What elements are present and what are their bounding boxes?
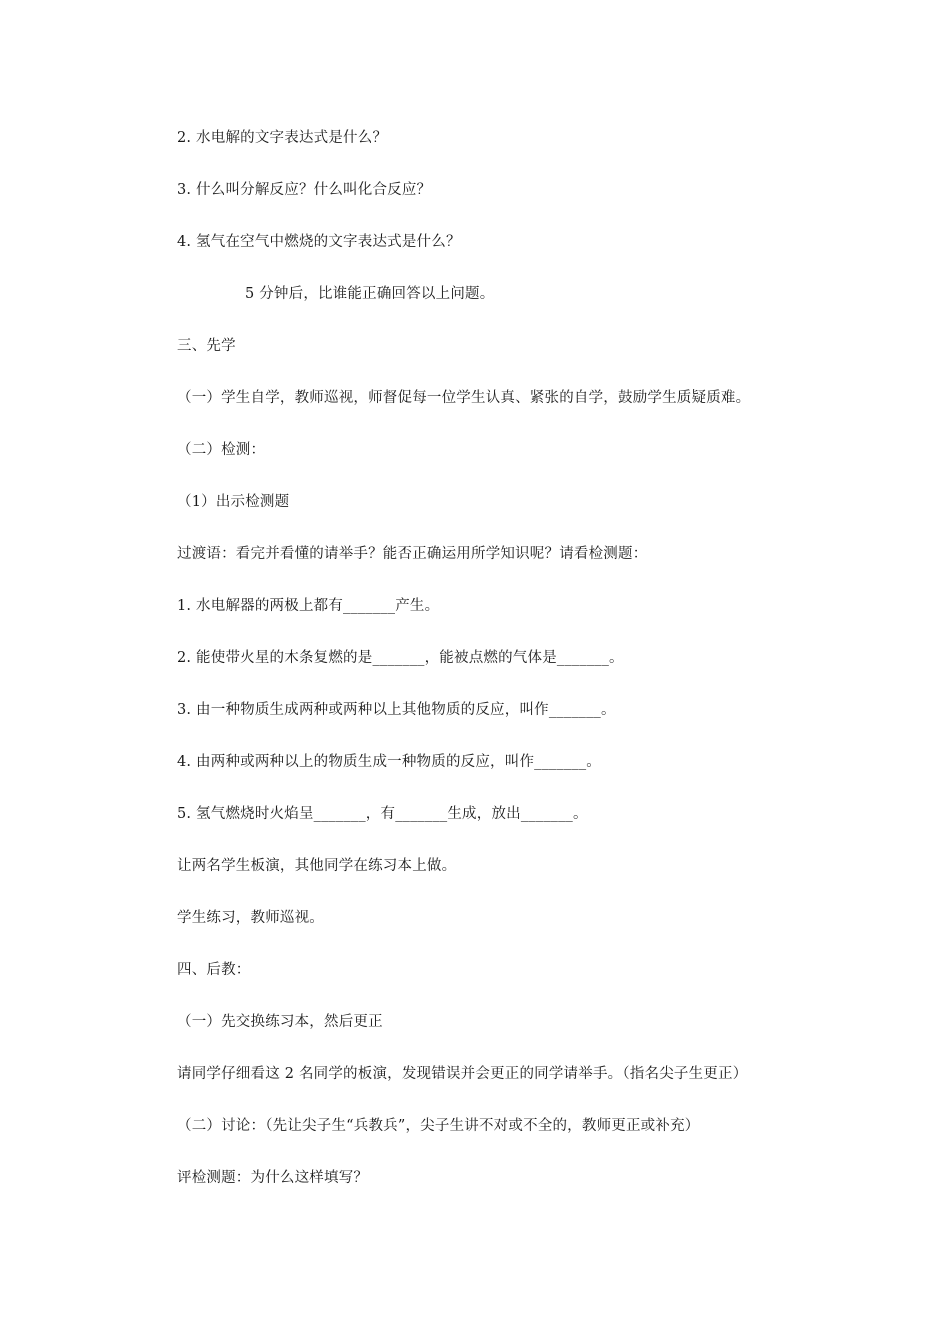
test-question-4: 4. 由两种或两种以上的物质生成一种物质的反应，叫作_______。: [177, 754, 601, 770]
show-test-questions: （1）出示检测题: [177, 494, 290, 510]
correction-text: 请同学仔细看这 2 名同学的板演，发现错误并会更正的同学请举手。（指名尖子生更正）: [177, 1066, 748, 1082]
test-question-3: 3. 由一种物质生成两种或两种以上其他物质的反应，叫作_______。: [177, 702, 616, 718]
test-question-1: 1. 水电解器的两极上都有_______产生。: [177, 598, 440, 614]
section-heading-3: 三、先学: [177, 338, 236, 354]
test-question-2: 2. 能使带火星的木条复燃的是_______，能被点燃的气体是_______。: [177, 650, 624, 666]
review-text: 评检测题：为什么这样填写？: [177, 1170, 369, 1186]
subsection-discussion: （二）讨论：（先让尖子生“兵教兵”，尖子生讲不对或不全的，教师更正或补充）: [177, 1118, 700, 1134]
question-3-text: 3. 什么叫分解反应？什么叫化合反应？: [177, 182, 432, 198]
subsection-test: （二）检测：: [177, 442, 266, 458]
instruction-text: 5 分钟后，比谁能正确回答以上问题。: [245, 286, 495, 302]
test-question-5: 5. 氢气燃烧时火焰呈_______，有_______生成，放出_______。: [177, 806, 588, 822]
question-4-text: 4. 氢气在空气中燃烧的文字表达式是什么？: [177, 234, 461, 250]
student-practice-text: 学生练习，教师巡视。: [177, 910, 324, 926]
transition-text: 过渡语：看完并看懂的请举手？能否正确运用所学知识呢？请看检测题：: [177, 546, 648, 562]
board-demo-text: 让两名学生板演，其他同学在练习本上做。: [177, 858, 457, 874]
question-2-text: 2. 水电解的文字表达式是什么？: [177, 130, 388, 146]
subsection-exchange: （一）先交换练习本，然后更正: [177, 1014, 383, 1030]
subsection-self-study: （一）学生自学，教师巡视，师督促每一位学生认真、紧张的自学，鼓励学生质疑质难。: [177, 390, 751, 406]
section-heading-4: 四、后教：: [177, 962, 251, 978]
